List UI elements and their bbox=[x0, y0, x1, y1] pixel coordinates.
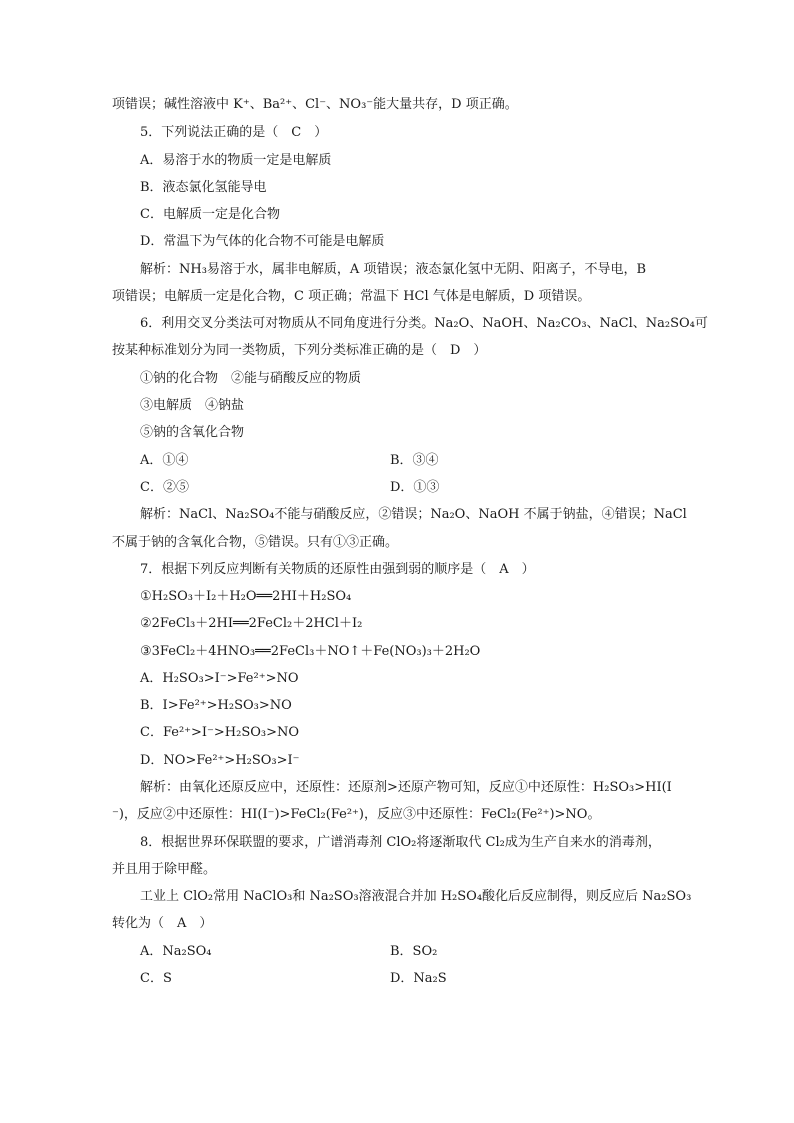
q5-option-c: C．电解质一定是化合物 bbox=[140, 207, 280, 222]
q7-reaction-1: ①H₂SO₃＋I₂＋H₂O══2HI＋H₂SO₄ bbox=[140, 589, 352, 604]
q8-stem-line-2: 并且用于除甲醛。 bbox=[112, 862, 217, 877]
q7-analysis-line-2: ⁻)，反应②中还原性：HI(I⁻)>FeCl₂(Fe²⁺)，反应③中还原性：FeCl₂(Fe²⁺)>NO。 bbox=[112, 807, 601, 822]
q8-option-b: B．SO₂ bbox=[390, 944, 438, 959]
q8-option-a: A．Na₂SO₄ bbox=[140, 944, 212, 959]
q5-option-a: A．易溶于水的物质一定是电解质 bbox=[140, 153, 332, 168]
q6-option-c: C．②⑤ bbox=[140, 480, 189, 495]
q7-stem: 7．根据下列反应判断有关物质的还原性由强到弱的顺序是（ A ） bbox=[140, 562, 535, 577]
q7-option-b: B．I>Fe²⁺>H₂SO₃>NO bbox=[140, 698, 292, 713]
q7-reaction-2: ②2FeCl₃＋2HI══2FeCl₂＋2HCl＋I₂ bbox=[140, 616, 363, 631]
q6-option-b: B．③④ bbox=[390, 453, 439, 468]
q7-analysis-line-1: 解析：由氧化还原反应中，还原性：还原剂>还原产物可知，反应①中还原性：H₂SO₃>HI(I bbox=[140, 780, 672, 795]
q6-criteria-2: ③电解质 ④钠盐 bbox=[140, 398, 245, 413]
intro-line: 项错误；碱性溶液中 K⁺、Ba²⁺、Cl⁻、NO₃⁻能大量共存，D 项正确。 bbox=[112, 97, 518, 112]
q5-stem: 5．下列说法正确的是（ C ） bbox=[140, 125, 328, 140]
q8-body-line-1: 工业上 ClO₂常用 NaClO₃和 Na₂SO₃溶液混合并加 H₂SO₄酸化后反应制得，则反应后 Na₂SO₃ bbox=[140, 889, 692, 904]
q5-option-b: B．液态氯化氢能导电 bbox=[140, 180, 267, 195]
q5-analysis-line-2: 项错误；电解质一定是化合物，C 项正确；常温下 HCl 气体是电解质，D 项错误。 bbox=[112, 289, 591, 304]
q6-stem-line-1: 6．利用交叉分类法可对物质从不同角度进行分类。Na₂O、NaOH、Na₂CO₃、NaCl、Na₂SO₄可 bbox=[140, 316, 708, 331]
q6-option-d: D．①③ bbox=[390, 480, 440, 495]
q8-body-line-2: 转化为（ A ） bbox=[112, 916, 213, 931]
q6-criteria-1: ①钠的化合物 ②能与硝酸反应的物质 bbox=[140, 371, 362, 386]
q6-criteria-3: ⑤钠的含氧化合物 bbox=[140, 425, 245, 440]
q6-analysis-line-1: 解析：NaCl、Na₂SO₄不能与硝酸反应，②错误；Na₂O、NaOH 不属于钠盐，④错误；NaCl bbox=[140, 507, 687, 522]
q6-stem-line-2: 按某种标准划分为同一类物质，下列分类标准正确的是（ D ） bbox=[112, 343, 487, 358]
q8-option-d: D．Na₂S bbox=[390, 971, 447, 986]
q7-option-a: A．H₂SO₃>I⁻>Fe²⁺>NO bbox=[140, 671, 299, 686]
q5-option-d: D．常温下为气体的化合物不可能是电解质 bbox=[140, 234, 385, 249]
q5-analysis-line-1: 解析：NH₃易溶于水，属非电解质，A 项错误；液态氯化氢中无阴、阳离子，不导电，B bbox=[140, 262, 646, 277]
q7-reaction-3: ③3FeCl₂＋4HNO₃══2FeCl₃＋NO↑＋Fe(NO₃)₃＋2H₂O bbox=[140, 644, 481, 659]
q6-option-a: A．①④ bbox=[140, 453, 189, 468]
q7-option-c: C．Fe²⁺>I⁻>H₂SO₃>NO bbox=[140, 725, 300, 740]
q7-option-d: D．NO>Fe²⁺>H₂SO₃>I⁻ bbox=[140, 753, 300, 768]
q8-option-c: C．S bbox=[140, 971, 172, 986]
q6-analysis-line-2: 不属于钠的含氧化合物，⑤错误。只有①③正确。 bbox=[112, 535, 399, 550]
q8-stem-line-1: 8．根据世界环保联盟的要求，广谱消毒剂 ClO₂将逐渐取代 Cl₂成为生产自来水的消毒剂， bbox=[140, 835, 661, 850]
